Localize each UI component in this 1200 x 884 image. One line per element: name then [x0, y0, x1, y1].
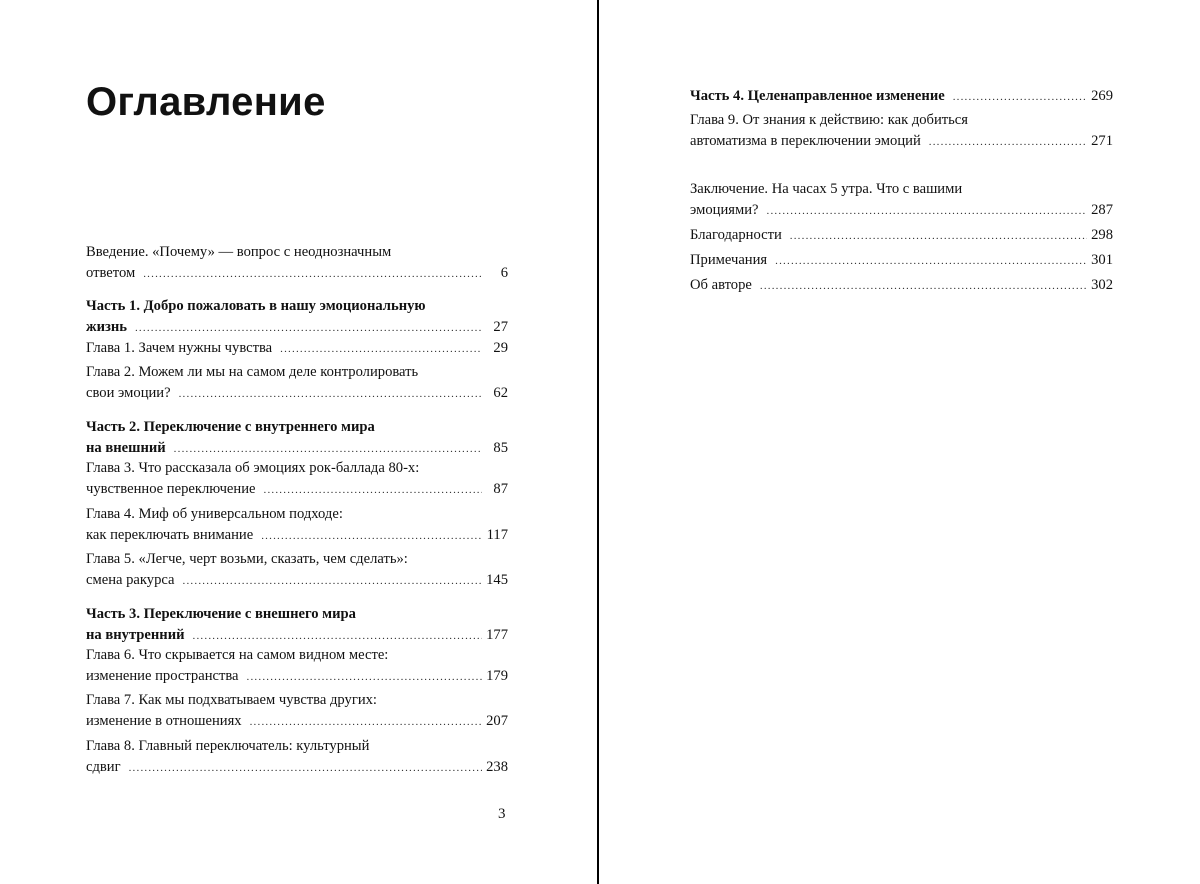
entry-last-line: изменение пространства — [86, 668, 239, 684]
toc-entry-chapter-9 — [690, 110, 1113, 153]
leader-dots — [250, 712, 482, 733]
leader-dots — [174, 439, 482, 460]
entry-last-line: автоматизма в переключении эмоций — [690, 133, 921, 149]
toc-entry-chapter-4 — [86, 504, 508, 547]
page-number: 301 — [1091, 252, 1113, 268]
entry-last-line: на внутренний — [86, 627, 185, 643]
leader-dots — [129, 758, 482, 779]
page-number: 271 — [1091, 133, 1113, 149]
leader-dots — [143, 264, 482, 285]
page-number: 238 — [486, 759, 508, 775]
page-number: 269 — [1091, 88, 1113, 104]
toc-entry-intro — [86, 242, 508, 285]
entry-first-line: Часть 1. Добро пожаловать в нашу эмоциональную — [86, 298, 426, 314]
leader-dots — [179, 384, 482, 405]
page-number: 29 — [493, 340, 508, 356]
entry-last-line: ответом — [86, 265, 136, 281]
entry-last-line: смена ракурса — [86, 572, 175, 588]
leader-dots — [929, 132, 1087, 153]
entry-last-line: свои эмоции? — [86, 385, 171, 401]
toc-entry-chapter-1 — [86, 338, 508, 360]
entry-first-line: Глава 5. «Легче, черт возьми, сказать, чем сделать»: — [86, 551, 408, 567]
entry-first-line: Часть 2. Переключение с внутреннего мира — [86, 419, 375, 435]
toc-entry-chapter-2 — [86, 362, 508, 405]
entry-last-line: Глава 1. Зачем нужны чувства — [86, 340, 273, 356]
leader-dots — [767, 201, 1087, 222]
entry-first-line: Глава 8. Главный переключатель: культурный — [86, 738, 370, 754]
toc-entry-part-4 — [690, 86, 1113, 108]
toc-entry-part-3 — [86, 604, 508, 647]
entry-first-line: Глава 9. От знания к действию: как добиться — [690, 112, 968, 128]
entry-last-line: на внешний — [86, 440, 166, 456]
page-title: Оглавление — [86, 80, 326, 124]
toc-entry-chapter-3 — [86, 458, 508, 501]
leader-dots — [264, 480, 483, 501]
entry-last-line: сдвиг — [86, 759, 121, 775]
page-number: 207 — [486, 713, 508, 729]
toc-entry-about-author — [690, 275, 1113, 297]
book-spine-divider — [597, 0, 599, 884]
toc-entry-chapter-7 — [86, 690, 508, 733]
toc-entry-acknowledgements — [690, 225, 1113, 247]
leader-dots — [247, 667, 482, 688]
page-number: 87 — [493, 481, 508, 497]
leader-dots — [760, 276, 1087, 297]
leader-dots — [193, 626, 482, 647]
entry-first-line: Введение. «Почему» — вопрос с неоднозначным — [86, 244, 392, 260]
entry-last-line: жизнь — [86, 319, 127, 335]
entry-first-line: Глава 2. Можем ли мы на самом деле контролировать — [86, 364, 419, 380]
toc-entry-notes — [690, 250, 1113, 272]
entry-last-line: Об авторе — [690, 277, 752, 293]
page-number: 27 — [493, 319, 508, 335]
page-number: 117 — [486, 527, 508, 543]
entry-last-line: чувственное переключение — [86, 481, 256, 497]
left-page — [0, 0, 598, 884]
page-folio: 3 — [498, 806, 506, 822]
entry-first-line: Глава 7. Как мы подхватываем чувства других: — [86, 692, 377, 708]
entry-last-line: Благодарности — [690, 227, 782, 243]
entry-last-line: Примечания — [690, 252, 768, 268]
toc-entry-part-2 — [86, 417, 508, 460]
page-number: 62 — [493, 385, 508, 401]
toc-entry-chapter-5 — [86, 549, 508, 592]
leader-dots — [135, 318, 482, 339]
entry-last-line: изменение в отношениях — [86, 713, 242, 729]
right-page — [600, 0, 1200, 884]
toc-entry-conclusion — [690, 179, 1113, 222]
entry-first-line: Глава 4. Миф об универсальном подходе: — [86, 506, 343, 522]
leader-dots — [790, 226, 1087, 247]
entry-first-line: Глава 3. Что рассказала об эмоциях рок-баллада 80-х: — [86, 460, 420, 476]
leader-dots — [953, 87, 1087, 108]
leader-dots — [280, 339, 482, 360]
leader-dots — [775, 251, 1087, 272]
page-number: 179 — [486, 668, 508, 684]
page-number: 298 — [1091, 227, 1113, 243]
toc-entry-chapter-8 — [86, 736, 508, 779]
entry-first-line: Часть 3. Переключение с внешнего мира — [86, 606, 356, 622]
entry-last-line: Часть 4. Целенаправленное изменение — [690, 88, 945, 104]
entry-first-line: Заключение. На часах 5 утра. Что с вашими — [690, 181, 963, 197]
entry-last-line: как переключать внимание — [86, 527, 254, 543]
page-number: 177 — [486, 627, 508, 643]
entry-last-line: эмоциями? — [690, 202, 759, 218]
leader-dots — [183, 571, 482, 592]
page-number: 6 — [500, 265, 508, 281]
toc-entry-chapter-6 — [86, 645, 508, 688]
page-number: 287 — [1091, 202, 1113, 218]
page-number: 302 — [1091, 277, 1113, 293]
entry-first-line: Глава 6. Что скрывается на самом видном месте: — [86, 647, 389, 663]
page-number: 85 — [493, 440, 508, 456]
leader-dots — [261, 526, 482, 547]
toc-entry-part-1 — [86, 296, 508, 339]
page-number: 145 — [486, 572, 508, 588]
